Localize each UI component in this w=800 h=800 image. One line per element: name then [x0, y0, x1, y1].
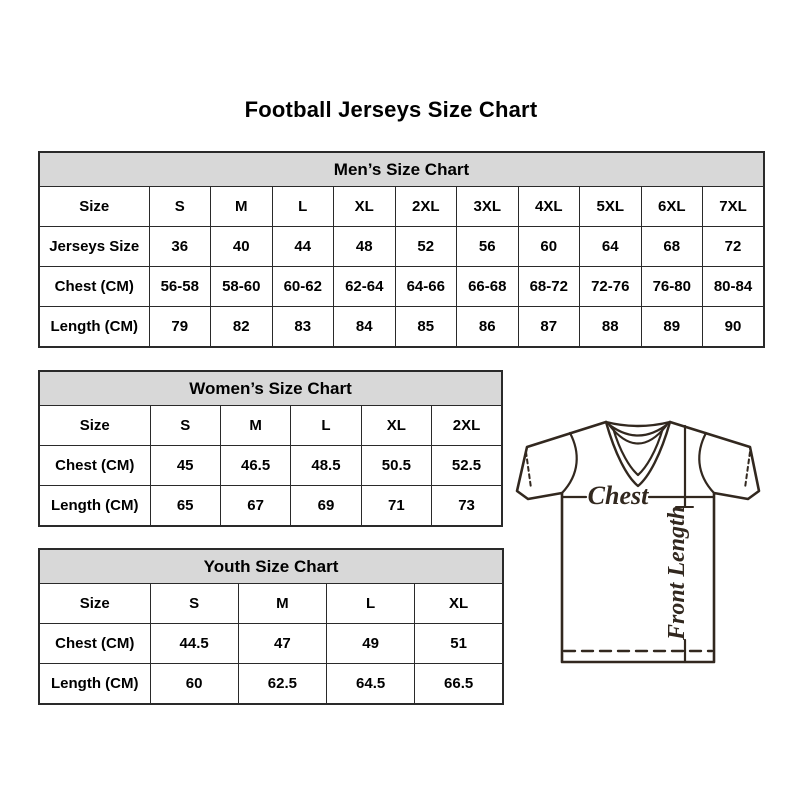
sleeve-cuff-dashed-line-left [526, 452, 531, 488]
cell: 68-72 [518, 267, 580, 307]
row-label: Length (CM) [39, 307, 149, 348]
cell: 50.5 [361, 446, 431, 486]
womens-table-title: Women’s Size Chart [39, 371, 502, 406]
cell: 83 [272, 307, 334, 348]
cell: S [150, 584, 238, 624]
row-label: Chest (CM) [39, 624, 150, 664]
cell: 52 [395, 227, 457, 267]
cell: 52.5 [432, 446, 502, 486]
cell: 84 [334, 307, 396, 348]
cell: 88 [580, 307, 642, 348]
cell: 82 [211, 307, 273, 348]
row-label: Length (CM) [39, 486, 150, 527]
cell: 60 [518, 227, 580, 267]
table-row [39, 406, 502, 446]
cell: 79 [149, 307, 211, 348]
cell: XL [415, 584, 503, 624]
cell: L [291, 406, 361, 446]
cell: 66.5 [415, 664, 503, 705]
cell: 72-76 [580, 267, 642, 307]
table-row [39, 664, 503, 705]
cell: 64.5 [327, 664, 415, 705]
row-label: Chest (CM) [39, 446, 150, 486]
cell: 3XL [457, 187, 519, 227]
youth-table-title: Youth Size Chart [39, 549, 503, 584]
cell: 40 [211, 227, 273, 267]
mens-size-table [38, 151, 765, 348]
row-label: Size [39, 584, 150, 624]
cell: XL [334, 187, 396, 227]
cell: 51 [415, 624, 503, 664]
cell: 86 [457, 307, 519, 348]
cell: 72 [703, 227, 765, 267]
cell: 69 [291, 486, 361, 527]
cell: 80-84 [703, 267, 765, 307]
cell: 56 [457, 227, 519, 267]
cell: 49 [327, 624, 415, 664]
cell: 56-58 [149, 267, 211, 307]
jersey-outline [517, 422, 759, 662]
cell: 44.5 [150, 624, 238, 664]
cell: 76-80 [641, 267, 703, 307]
cell: 4XL [518, 187, 580, 227]
mens-table-header-row [39, 152, 764, 187]
cell: 47 [238, 624, 326, 664]
cell: S [149, 187, 211, 227]
chest-label: Chest [587, 481, 649, 510]
cell: 45 [150, 446, 220, 486]
cell: 71 [361, 486, 431, 527]
cell: 7XL [703, 187, 765, 227]
row-label: Jerseys Size [39, 227, 149, 267]
youth-size-table [38, 548, 504, 705]
cell: 90 [703, 307, 765, 348]
table-row [39, 486, 502, 527]
page-title: Football Jerseys Size Chart [244, 97, 538, 122]
cell: 87 [518, 307, 580, 348]
cell: L [327, 584, 415, 624]
cell: 2XL [395, 187, 457, 227]
cell: 64-66 [395, 267, 457, 307]
cell: M [238, 584, 326, 624]
table-row [39, 584, 503, 624]
cell: 66-68 [457, 267, 519, 307]
womens-table-header-row [39, 371, 502, 406]
cell: 58-60 [211, 267, 273, 307]
cell: 67 [220, 486, 290, 527]
cell: 60 [150, 664, 238, 705]
cell: 62.5 [238, 664, 326, 705]
row-label: Size [39, 406, 150, 446]
row-label: Length (CM) [39, 664, 150, 705]
cell: 2XL [432, 406, 502, 446]
armhole-seam-right [699, 433, 714, 493]
row-label: Chest (CM) [39, 267, 149, 307]
cell: S [150, 406, 220, 446]
cell: 5XL [580, 187, 642, 227]
table-row [39, 267, 764, 307]
cell: 6XL [641, 187, 703, 227]
cell: L [272, 187, 334, 227]
cell: 62-64 [334, 267, 396, 307]
table-row [39, 307, 764, 348]
table-row [39, 446, 502, 486]
womens-size-table [38, 370, 503, 527]
table-row [39, 624, 503, 664]
table-row [39, 227, 764, 267]
cell: 73 [432, 486, 502, 527]
cell: 46.5 [220, 446, 290, 486]
armhole-seam-left [562, 433, 577, 493]
cell: XL [361, 406, 431, 446]
cell: M [220, 406, 290, 446]
cell: 44 [272, 227, 334, 267]
sleeve-cuff-dashed-line-right [745, 452, 750, 488]
cell: 68 [641, 227, 703, 267]
youth-table-header-row [39, 549, 503, 584]
cell: 64 [580, 227, 642, 267]
jersey-measurement-diagram [500, 400, 772, 672]
row-label: Size [39, 187, 149, 227]
jersey-illustration [500, 400, 772, 672]
cell: 89 [641, 307, 703, 348]
mens-table-title: Men’s Size Chart [39, 152, 764, 187]
cell: 85 [395, 307, 457, 348]
cell: 36 [149, 227, 211, 267]
cell: 65 [150, 486, 220, 527]
collar-top-edge [606, 422, 670, 426]
table-row [39, 187, 764, 227]
cell: 60-62 [272, 267, 334, 307]
cell: 48.5 [291, 446, 361, 486]
cell: M [211, 187, 273, 227]
cell: 48 [334, 227, 396, 267]
front-length-label: Front Length [664, 505, 690, 641]
